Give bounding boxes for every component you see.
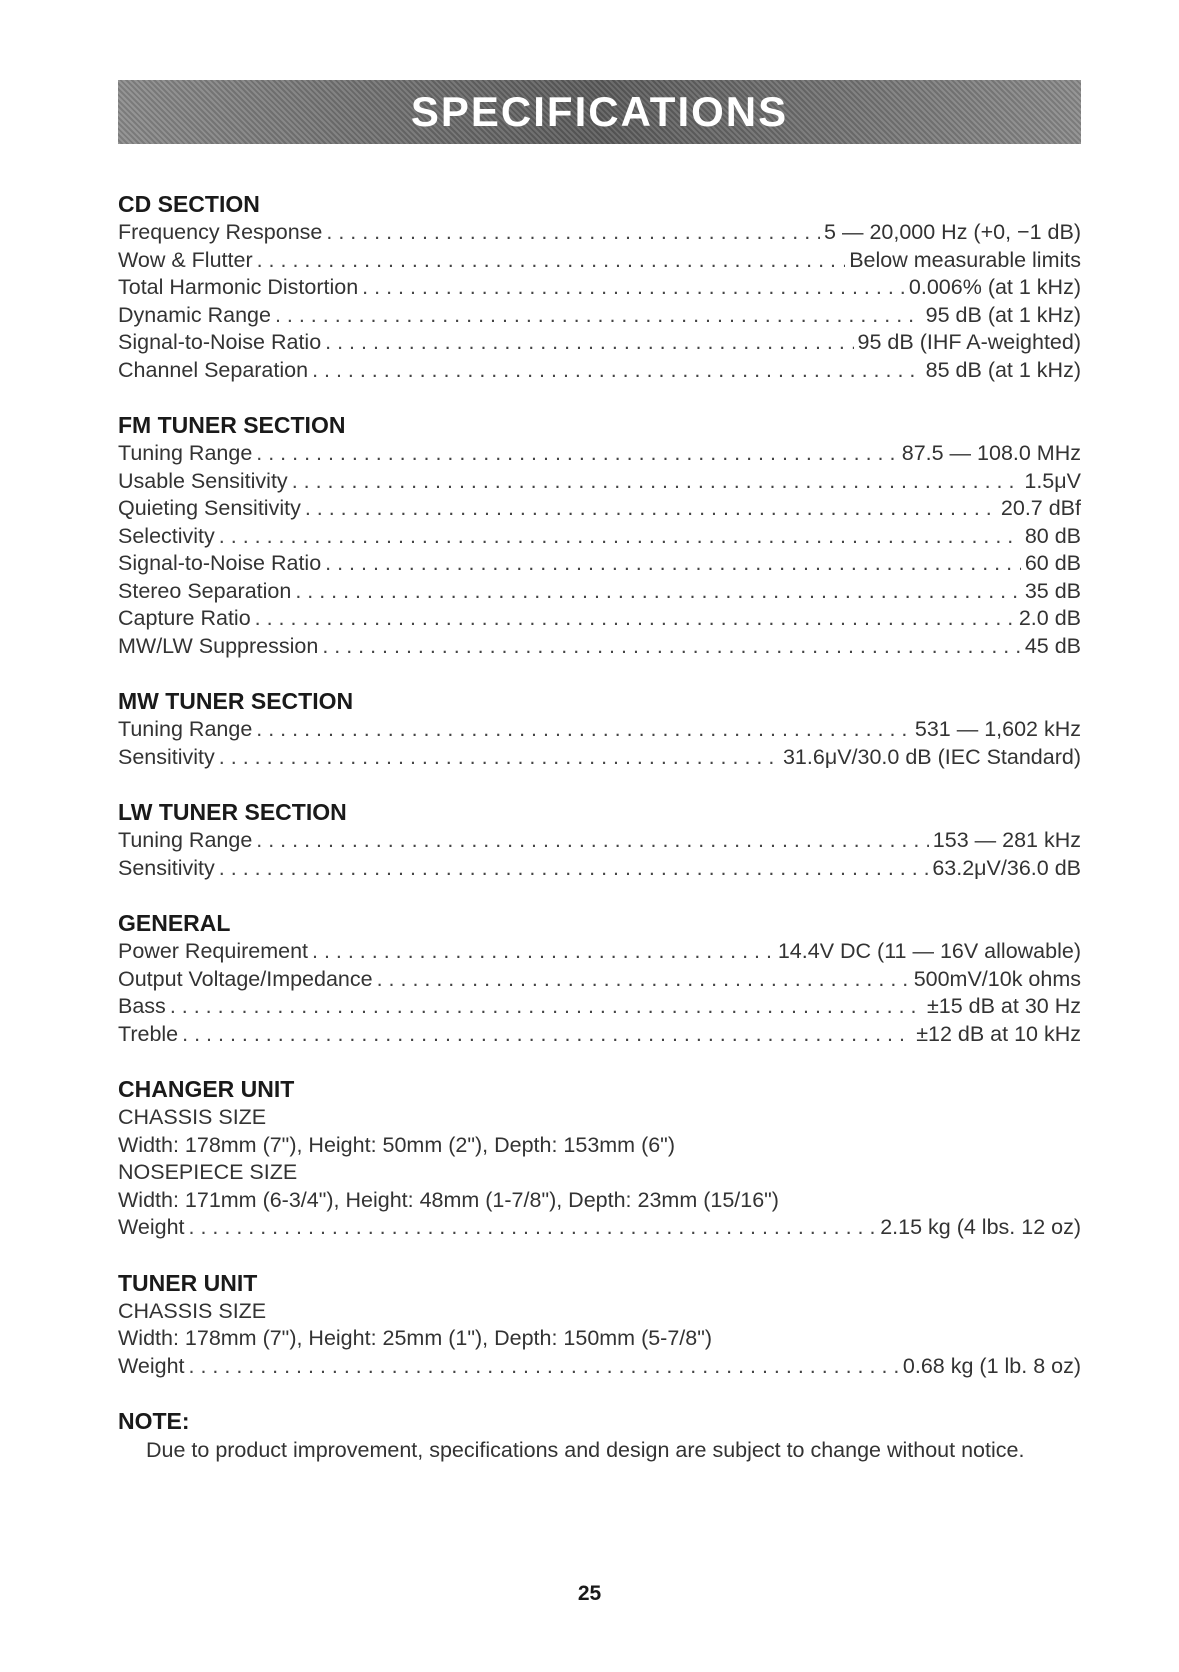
spec-value: 87.5 — 108.0 MHz [901,441,1081,465]
chassis-size-label: CHASSIS SIZE [118,1105,267,1129]
spec-value: 500mV/10k ohms [913,966,1081,991]
leader-dots [312,357,922,385]
spec-row [118,247,1081,275]
spec-row [118,633,1081,661]
spec-label: Wow & Flutter [118,247,253,272]
leader-dots [219,744,779,772]
leader-dots [170,993,923,1021]
spec-row [118,855,1081,883]
spec-label: Power Requirement [118,939,309,963]
spec-label: Selectivity [118,523,215,548]
spec-value: 95 dB (IHF A-weighted) [857,330,1081,354]
nosepiece-size-label: NOSEPIECE SIZE [118,1160,298,1184]
spec-value: 60 dB [1024,551,1081,575]
spec-value: ±12 dB at 10 kHz [916,1021,1081,1046]
section-title: LW TUNER SECTION [118,799,347,825]
leader-dots [256,440,897,468]
page-title: SPECIFICATIONS [410,88,789,135]
leader-dots [305,495,997,523]
spec-label: Sensitivity [118,855,215,880]
spec-value: 1.5μV [1024,468,1081,493]
spec-value: Below measurable limits [849,247,1081,272]
spec-content [118,190,1081,1491]
nosepiece-dimensions: Width: 171mm (6-3/4"), Height: 48mm (1-7/8"), Depth: 23mm (15/16") [118,1187,779,1212]
lw-tuner-section [118,798,1081,882]
spec-row [118,605,1081,633]
spec-label: Weight [118,1215,185,1239]
leader-dots [326,219,820,247]
spec-label: Stereo Separation [118,578,292,603]
section-title: GENERAL [118,910,231,936]
spec-row [118,329,1081,357]
chassis-size-label: CHASSIS SIZE [118,1298,267,1323]
spec-value: 45 dB [1024,633,1081,658]
spec-value: 5 — 20,000 Hz (+0, −1 dB) [824,220,1081,244]
spec-row [118,468,1081,496]
leader-dots [182,1021,912,1049]
leader-dots [325,550,1021,578]
spec-label: Dynamic Range [118,302,271,327]
spec-value: 0.68 kg (1 lb. 8 oz) [902,1353,1081,1378]
leader-dots [295,578,1021,606]
spec-row [118,495,1081,523]
spec-label: Bass [118,994,166,1018]
spec-row [118,938,1081,966]
spec-label: Output Voltage/Impedance [118,966,373,991]
cd-section [118,190,1081,384]
leader-dots [322,633,1020,661]
leader-dots [292,468,1021,496]
spec-row [118,993,1081,1021]
spec-row [118,578,1081,606]
spec-row [118,1214,1081,1242]
spec-label: Frequency Response [118,220,323,244]
leader-dots [256,716,911,744]
spec-value: 20.7 dBf [1000,496,1081,520]
leader-dots [189,1214,877,1242]
leader-dots [362,274,905,302]
spec-label: Signal-to-Noise Ratio [118,330,322,354]
leader-dots [255,605,1015,633]
chassis-dimensions: Width: 178mm (7"), Height: 50mm (2"), Depth: 153mm (6") [118,1132,675,1157]
spec-label: Sensitivity [118,744,215,769]
spec-row [118,523,1081,551]
changer-unit-section [118,1075,1081,1242]
spec-label: Weight [118,1353,185,1378]
mw-tuner-section [118,687,1081,771]
section-title: FM TUNER SECTION [118,412,346,438]
spec-label: Treble [118,1021,179,1046]
spec-label: Signal-to-Noise Ratio [118,551,322,575]
spec-label: Capture Ratio [118,606,251,630]
fm-tuner-section [118,411,1081,660]
spec-value: 2.15 kg (4 lbs. 12 oz) [880,1215,1081,1239]
leader-dots [325,329,853,357]
spec-value: 531 — 1,602 kHz [914,717,1081,741]
spec-row [118,219,1081,247]
note-title: NOTE: [118,1408,190,1434]
leader-dots [219,855,929,883]
spec-row [118,1353,1081,1381]
leader-dots [257,247,846,275]
leader-dots [312,938,774,966]
section-title: TUNER UNIT [118,1269,258,1296]
spec-label: Tuning Range [118,441,253,465]
spec-row [118,357,1081,385]
spec-row [118,716,1081,744]
spec-label: Channel Separation [118,357,309,382]
spec-value: 35 dB [1024,578,1081,603]
spec-label: Tuning Range [118,828,253,852]
chassis-dimensions: Width: 178mm (7"), Height: 25mm (1"), Depth: 150mm (5-7/8") [118,1326,713,1350]
spec-row [118,966,1081,994]
spec-label: Tuning Range [118,717,253,741]
spec-row [118,550,1081,578]
spec-label: Quieting Sensitivity [118,496,301,520]
spec-value: ±15 dB at 30 Hz [926,994,1081,1018]
note-section [118,1407,1081,1464]
section-title: MW TUNER SECTION [118,688,354,714]
leader-dots [219,523,1021,551]
spec-value: 31.6μV/30.0 dB (IEC Standard) [782,744,1081,769]
specifications-banner [118,80,1081,144]
spec-label: Total Harmonic Distortion [118,275,359,299]
tuner-unit-section [118,1269,1081,1381]
spec-value: 85 dB (at 1 kHz) [925,357,1081,382]
spec-row [118,302,1081,330]
page-number: 25 [577,1582,602,1605]
spec-value: 63.2μV/36.0 dB [932,855,1081,880]
spec-row [118,827,1081,855]
general-section [118,909,1081,1048]
spec-label: MW/LW Suppression [118,633,319,658]
spec-label: Usable Sensitivity [118,468,288,493]
leader-dots [256,827,929,855]
spec-value: 95 dB (at 1 kHz) [925,302,1081,327]
leader-dots [275,302,922,330]
leader-dots [189,1353,899,1381]
section-title: CHANGER UNIT [118,1076,295,1102]
section-title: CD SECTION [118,191,260,217]
spec-value: 80 dB [1024,523,1081,548]
spec-row [118,1021,1081,1049]
spec-row [118,274,1081,302]
spec-value: 0.006% (at 1 kHz) [908,275,1081,299]
spec-value: 14.4V DC (11 — 16V allowable) [777,939,1081,963]
spec-value: 153 — 281 kHz [932,828,1081,852]
leader-dots [377,966,910,994]
note-text: Due to product improvement, specifications and design are subject to change without notice. [146,1438,1025,1462]
spec-row [118,440,1081,468]
spec-value: 2.0 dB [1018,606,1081,630]
spec-row [118,744,1081,772]
